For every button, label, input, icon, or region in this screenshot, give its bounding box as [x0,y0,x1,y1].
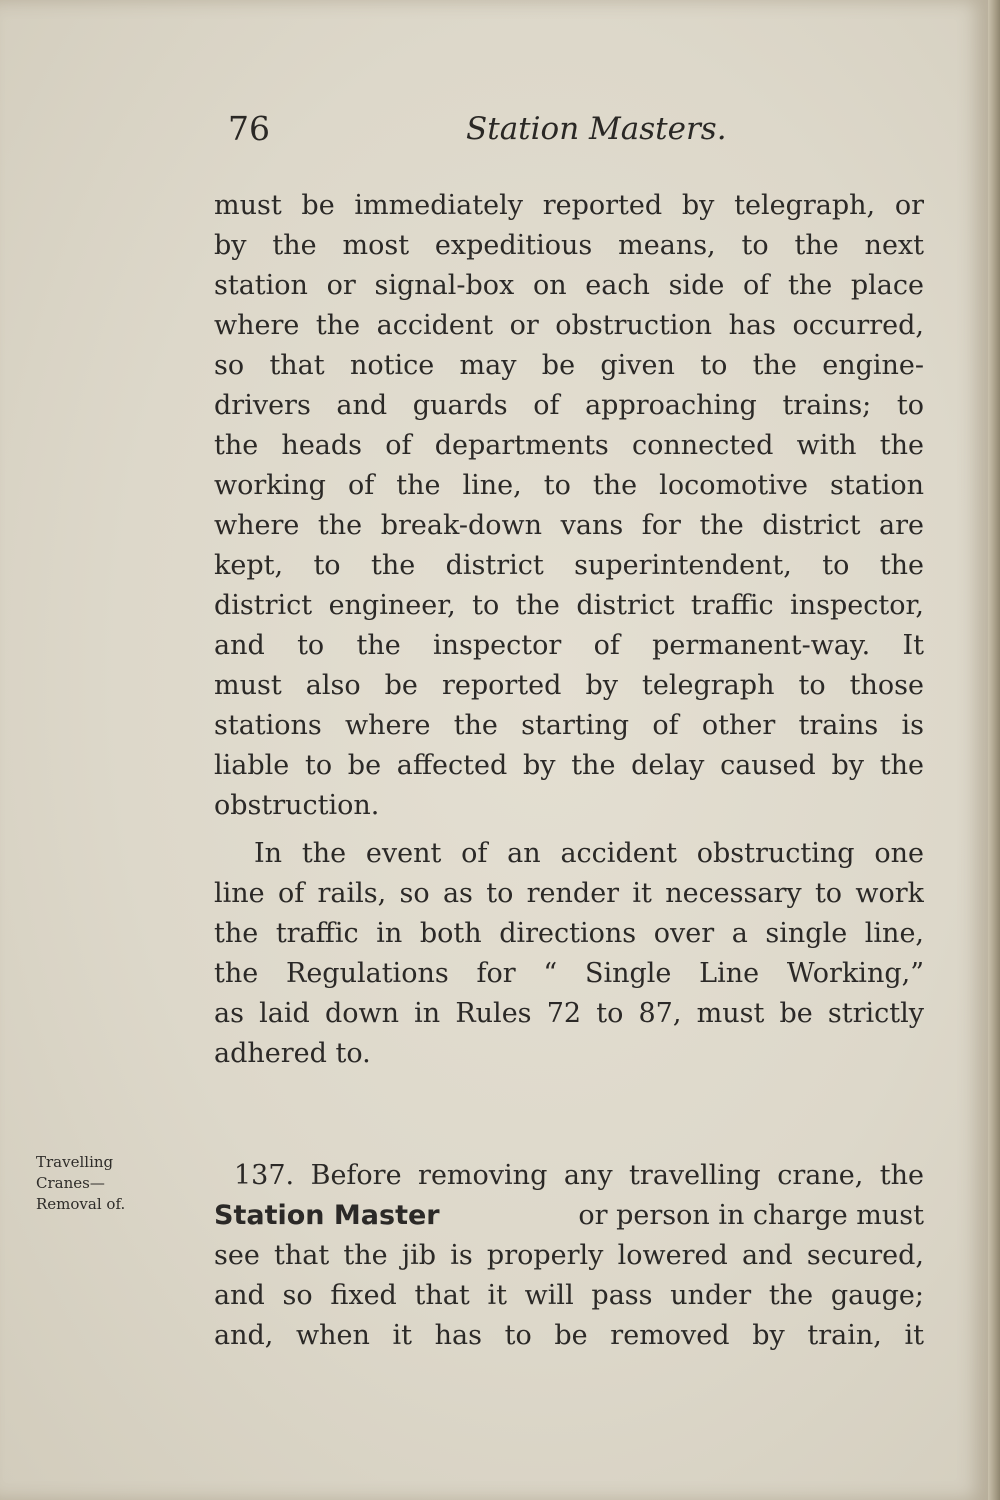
station-master-bold: Station Master [214,1200,440,1231]
text-line [214,1196,924,1236]
text-line: liable to be affected by the delay caused by the [214,750,924,781]
rule-137-paragraph [214,1156,924,1356]
text-line: so that notice may be given to the engine- [214,350,924,381]
text-line: the heads of departments connected with the [214,430,924,461]
text-line: must also be reported by telegraph to those [214,670,924,701]
text-line: where the break-down vans for the district are [214,510,924,541]
text-line: and to the inspector of permanent-way. It [214,630,924,661]
text-line: 137. Before removing any travelling crane, the [234,1160,924,1191]
margin-note-line: Cranes— [36,1174,105,1192]
page-header [228,104,928,154]
text-fragment: or person in charge must [578,1200,924,1231]
text-line: stations where the starting of other trains is [214,710,924,741]
paragraph-accident-reporting [214,186,924,826]
text-line: station or signal-box on each side of the place [214,270,924,301]
margin-note-line: Removal of. [36,1195,126,1213]
text-line: kept, to the district superintendent, to the [214,550,924,581]
margin-note-line: Travelling [36,1153,114,1171]
text-line: In the event of an accident obstructing one [254,838,924,869]
text-line: as laid down in Rules 72 to 87, must be strictly [214,998,924,1029]
text-line: and, when it has to be removed by train, it [214,1320,924,1351]
text-line: and so fixed that it will pass under the gauge; [214,1280,924,1311]
text-line: where the accident or obstruction has occurred, [214,310,924,341]
text-line: adhered to. [214,1038,371,1069]
margin-note-travelling-cranes [36,1152,196,1215]
text-line: line of rails, so as to render it necessary to work [214,878,924,909]
page-number: 76 [228,109,270,148]
text-line: district engineer, to the district traffic inspector, [214,590,924,621]
paragraph-single-line-working [214,834,924,1074]
text-line: by the most expeditious means, to the next [214,230,924,261]
text-line: the traffic in both directions over a single line, [214,918,924,949]
text-line: the Regulations for “ Single Line Working,” [214,958,924,989]
text-line: see that the jib is properly lowered and secured, [214,1240,924,1271]
running-title: Station Masters. [466,111,727,147]
text-line: obstruction. [214,790,380,821]
text-line: must be immediately reported by telegraph, or [214,190,924,221]
page-edge [988,0,1000,1500]
text-line: working of the line, to the locomotive station [214,470,924,501]
text-line: drivers and guards of approaching trains; to [214,390,924,421]
